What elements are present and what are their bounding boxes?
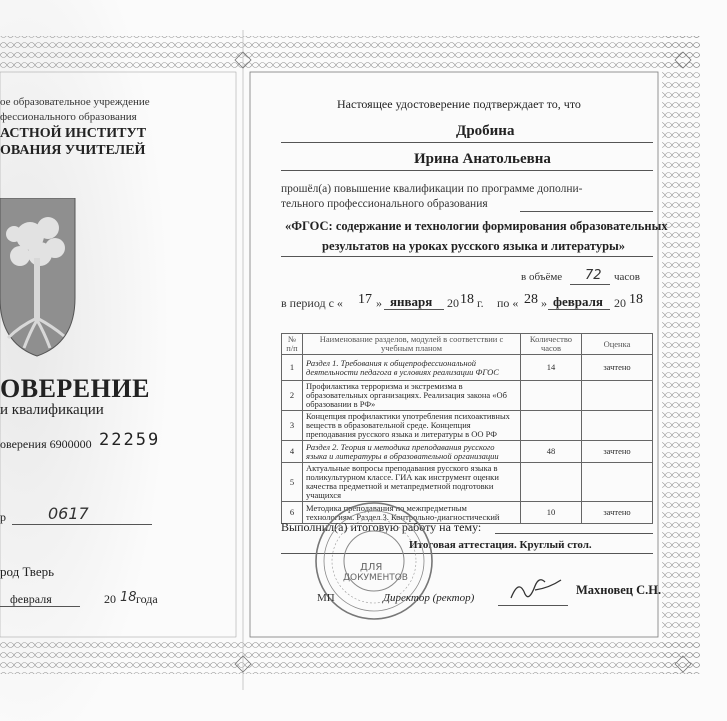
row-num: 5 (282, 463, 303, 502)
period-label: в период с « (281, 296, 343, 310)
reg-label: р (0, 510, 6, 524)
table-row (282, 441, 653, 463)
date-month: февраля (10, 592, 52, 606)
org-line-4: ОВАНИЯ УЧИТЕЛЕЙ (0, 143, 146, 158)
row-hours: 10 (521, 502, 582, 524)
serial-label: оверения 6900000 (0, 437, 92, 451)
row-grade: зачтено (582, 502, 653, 524)
row-text: Раздел 1. Требования к общепрофессиональной деятельности педагога в условиях реализации ФГОС (303, 355, 521, 381)
end-month: февраля (553, 294, 603, 309)
row-text: Профилактика терроризма и экстремизма в образовательных организациях. Реализация закона «Об образовании в РФ» (303, 381, 521, 411)
mp-label: МП (317, 592, 335, 604)
coat-of-arms-tree-icon (0, 198, 80, 358)
volume-unit: часов (614, 271, 640, 283)
surname: Дробина (456, 123, 515, 139)
row-num: 1 (282, 355, 303, 381)
row-text: Актуальные вопросы преподавания русского языка в поликультурном классе. ГИА как инструмент оценки качества предметной и метапредметной подготовки учащихся (303, 463, 521, 502)
org-line-1: ое образовательное учреждение (0, 96, 150, 108)
end-year-prefix: 20 (614, 296, 626, 310)
program-table (281, 333, 653, 524)
program-text-1: прошёл(а) повышение квалификации по программе дополни- (281, 183, 583, 195)
final-work-label: Выполнил(а) итоговую работу на тему: (281, 520, 482, 534)
table-row (282, 381, 653, 411)
row-text: Методика преподавания по межпредметным технологиям. Раздел 3. Контрольно-диагностический (303, 502, 521, 524)
row-hours (521, 381, 582, 411)
to-label: по « (497, 296, 519, 310)
director-name: Махновец С.Н. (576, 583, 662, 597)
program-title-1: «ФГОС: содержание и технологии формирования образовательных (285, 219, 668, 233)
row-grade: зачтено (582, 355, 653, 381)
header-name: Наименование разделов, модулей в соответствии с учебным планом (303, 334, 521, 355)
org-line-2: фессионального образования (0, 111, 137, 123)
row-grade: зачтено (582, 441, 653, 463)
start-year-prefix: 20 (447, 296, 459, 310)
start-year: 18 (460, 292, 474, 307)
row-num: 6 (282, 502, 303, 524)
end-year: 18 (629, 292, 643, 307)
table-header-row (282, 334, 653, 355)
director-label: Директор (ректор) (383, 592, 475, 604)
doc-title: ОВЕРЕНИЕ (0, 374, 150, 403)
certificate-page: ое образовательное учреждение фессионального образования АСТНОЙ ИНСТИТУТ ОВАНИЯ УЧИТЕЛЕЙ ОВЕРЕНИЕ и квалификации оверения 6900000 22259 р 0617 род Тверь февраля 20 18 года Настоящее удостоверение подтверждает то, что Дробина Ирина Анатольевна прошёл(а) повышение квалификации по программе дополни- тельного профессионального образования «ФГОС: содержание и технологии формирования образовательных результатов на уроках русского языка и литературы» в объёме 72 часов в период с « 17 » января 20 18 г. по « 28 » февраля 20 18 № п/п Наименование разделов, модулей в соответствии с учебным планом Количество часов Оценка 1 Раздел 1. Требования к общепрофессиональной деятельности педагога в условиях реализации ФГОС 14 зачтено 2 Профилактика терроризма и экстремизма в образовательных организациях. Реализация закона «Об образовании в РФ» 3 Концепция профилактики употребления психоактивных веществ в образовательной среде. Концепция преподавания русского языка и литературы в ОО РФ 4 Раздел 2. Теория и методика преподавания русского языка и литературы в образовательной организации 48 зачтено 5 Актуальные вопросы преподавания русского языка в поликультурном классе. ГИА как инструмент оценки качества предметной и метапредметной подготовки учащихся 6 Методика преподавания по межпредметным технологиям. Раздел 3. Контрольно-диагностический 10 зачтено Выполнил(а) итоговую работу на тему: Итоговая аттестация. Круглый стол. ДЛЯ ДОКУМЕНТОВ МП Директор (ректор) Махновец С.Н. (0, 0, 727, 721)
program-text-2: тельного профессионального образования (281, 198, 488, 210)
header-hours: Количество часов (521, 334, 582, 355)
signature-icon (505, 568, 565, 608)
end-day: 28 (524, 292, 538, 307)
start-month: января (390, 294, 433, 309)
volume-value: 72 (585, 268, 602, 283)
row-num: 4 (282, 441, 303, 463)
stamp-text-2: ДОКУМЕНТОВ (343, 573, 408, 583)
table-row (282, 463, 653, 502)
row-grade (582, 463, 653, 502)
program-title-2: результатов на уроках русского языка и литературы» (322, 239, 626, 253)
row-hours: 14 (521, 355, 582, 381)
year-abbr: г. (477, 296, 484, 310)
name-patronymic: Ирина Анатольевна (414, 151, 551, 167)
row-grade (582, 381, 653, 411)
serial-number: 22259 (99, 430, 161, 450)
table-row (282, 355, 653, 381)
volume-label: в объёме (521, 271, 563, 283)
row-text: Раздел 2. Теория и методика преподавания русского языка и литературы в образовательной организации (303, 441, 521, 463)
final-work-title: Итоговая аттестация. Круглый стол. (409, 539, 592, 551)
date-year-word: года (136, 592, 158, 606)
row-hours: 48 (521, 441, 582, 463)
date-year-suffix: 18 (120, 590, 137, 605)
header-grade: Оценка (582, 334, 653, 355)
row-num: 3 (282, 411, 303, 441)
stamp-text-1: ДЛЯ (360, 562, 383, 573)
date-year-prefix: 20 (104, 592, 116, 606)
row-hours (521, 411, 582, 441)
doc-subtitle: и квалификации (0, 402, 104, 418)
table-row (282, 411, 653, 441)
org-line-3: АСТНОЙ ИНСТИТУТ (0, 126, 147, 141)
intro-text: Настоящее удостоверение подтверждает то, что (337, 97, 581, 111)
start-day: 17 (358, 292, 372, 307)
city: род Тверь (0, 564, 55, 579)
row-hours (521, 463, 582, 502)
reg-number: 0617 (48, 504, 89, 523)
row-num: 2 (282, 381, 303, 411)
row-text: Концепция профилактики употребления психоактивных веществ в образовательной среде. Концепция преподавания русского языка и литературы в ОО РФ (303, 411, 521, 441)
row-grade (582, 411, 653, 441)
header-num: № п/п (282, 334, 303, 355)
